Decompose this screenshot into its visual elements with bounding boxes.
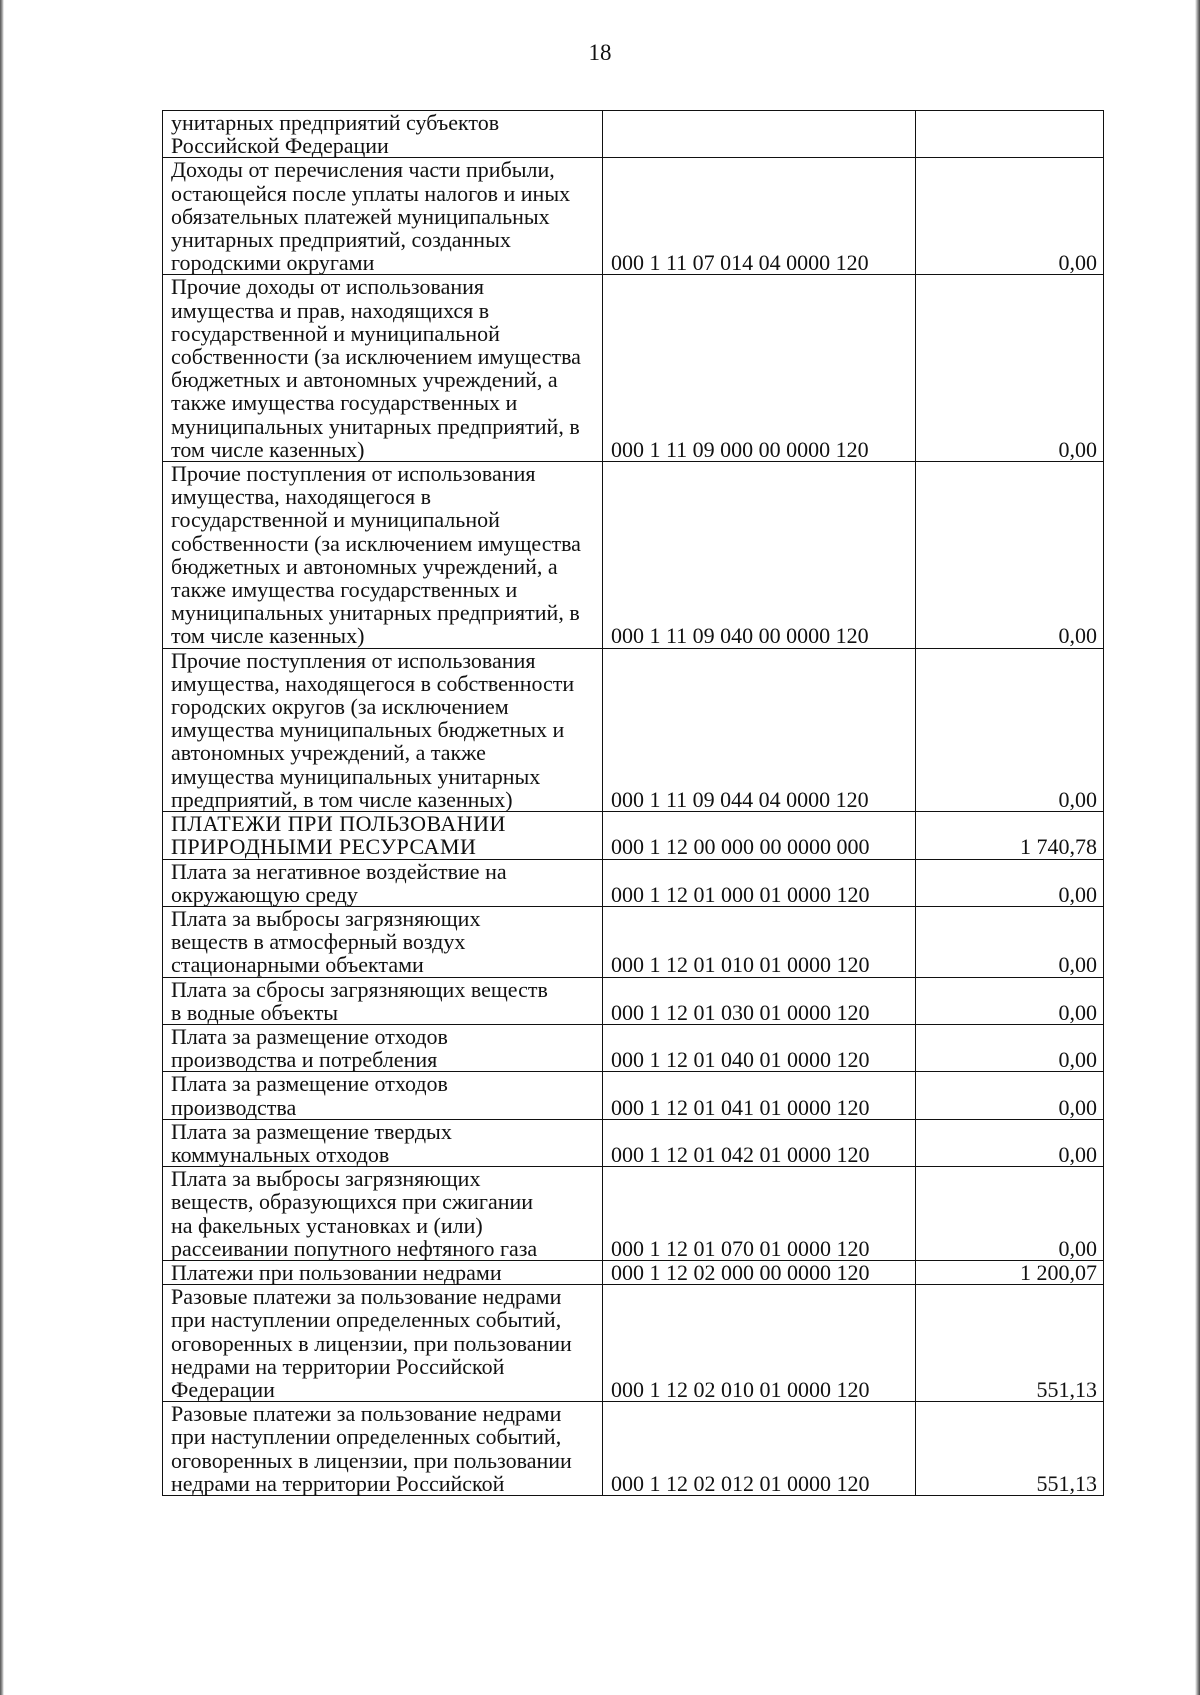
budget-code: 000 1 12 01 040 01 0000 120 [603,1024,916,1071]
revenue-name-cell [163,1119,603,1166]
table-row [163,1119,1104,1166]
revenue-name: Доходы от перечисления части прибыли, остающейся после уплаты налогов и иных обязательных платежей муниципальных унитарных предприятий, созданных городскими округами [171,157,571,276]
revenue-name: Разовые платежи за пользование недрами при наступлении определенных событий, оговоренных в лицензии, при пользовании недрами на территории Российской Федерации [171,1284,572,1402]
amount-value: 551,13 [916,1402,1104,1496]
revenue-name-cell [163,1167,603,1261]
budget-code: 000 1 12 01 010 01 0000 120 [603,906,916,977]
revenue-name: Платежи при пользовании недрами [171,1259,502,1285]
budget-code: 000 1 12 02 012 01 0000 120 [603,1402,916,1496]
amount-value: 0,00 [916,1072,1104,1119]
revenue-name-cell [163,111,603,158]
revenue-table-body [163,111,1104,1496]
revenue-name: Плата за размещение отходов производства и потребления [171,1023,448,1073]
revenue-name: унитарных предприятий субъектов Российской Федерации [171,110,500,159]
amount-value: 0,00 [916,1167,1104,1261]
budget-code: 000 1 12 01 070 01 0000 120 [603,1167,916,1261]
budget-code: 000 1 12 02 010 01 0000 120 [603,1285,916,1402]
amount-value: 0,00 [916,648,1104,811]
table-row [163,111,1104,158]
revenue-name-cell [163,462,603,649]
budget-code: 000 1 12 01 030 01 0000 120 [603,977,916,1024]
budget-code: 000 1 12 02 000 00 0000 120 [603,1260,916,1284]
table-row [163,1402,1104,1496]
amount-value: 551,13 [916,1285,1104,1402]
budget-code: 000 1 12 01 042 01 0000 120 [603,1119,916,1166]
amount-value: 0,00 [916,158,1104,275]
table-row [163,812,1104,859]
revenue-name-cell [163,859,603,906]
amount-value: 0,00 [916,275,1104,462]
amount-value: 0,00 [916,1119,1104,1166]
revenue-name-cell [163,158,603,275]
amount-value [916,111,1104,158]
revenue-name: Плата за выбросы загрязняющих веществ в атмосферный воздух стационарными объектами [171,905,481,978]
revenue-name: Прочие доходы от использования имущества и прав, находящихся в государственной и муниципальной собственности (за исключением имущества бюджетных и автономных учреждений, а также имущества государственных и муниципальных унитарных предприятий, в том числе казенных) [171,274,581,462]
table-row [163,1167,1104,1261]
table-row [163,859,1104,906]
table-row [163,1024,1104,1071]
revenue-name: Плата за сбросы загрязняющих веществ в водные объекты [171,976,548,1025]
table-row [163,648,1104,811]
revenue-name-cell [163,1402,603,1496]
budget-code [603,111,916,158]
revenue-name: Плата за выбросы загрязняющих веществ, образующихся при сжигании на факельных установках и (или) рассеивании попутного нефтяного газа [171,1166,538,1261]
budget-code: 000 1 12 00 000 00 0000 000 [603,812,916,859]
revenue-name: Прочие поступления от использования имущества, находящегося в государственной и муниципальной собственности (за исключением имущества бюджетных и автономных учреждений, а также имущества государственных и муниципальных унитарных предприятий, в том числе казенных) [171,461,581,649]
revenue-table [162,110,1104,1496]
amount-value: 1 740,78 [916,812,1104,859]
revenue-name-cell [163,1260,603,1284]
amount-value: 1 200,07 [916,1260,1104,1284]
scan-edge-left [0,0,4,1695]
amount-value: 0,00 [916,1024,1104,1071]
revenue-name-cell [163,1285,603,1402]
revenue-name-cell [163,977,603,1024]
table-row [163,275,1104,462]
table-row [163,1072,1104,1119]
revenue-name-cell [163,1072,603,1119]
budget-code: 000 1 11 09 000 00 0000 120 [603,275,916,462]
scan-edge-right [1195,0,1200,1695]
revenue-name-cell [163,1024,603,1071]
revenue-name: Плата за размещение твердых коммунальных отходов [171,1118,452,1167]
table-row [163,906,1104,977]
amount-value: 0,00 [916,859,1104,906]
amount-value: 0,00 [916,906,1104,977]
table-row [163,1260,1104,1284]
revenue-name-cell [163,812,603,859]
revenue-name: Разовые платежи за пользование недрами при наступлении определенных событий, оговоренных в лицензии, при пользовании недрами на территории Российской [171,1401,572,1496]
revenue-name-cell [163,275,603,462]
revenue-name: Плата за размещение отходов производства [171,1071,448,1120]
budget-code: 000 1 11 07 014 04 0000 120 [603,158,916,275]
revenue-name-cell [163,906,603,977]
table-row [163,462,1104,649]
revenue-name: Прочие поступления от использования имущества, находящегося в собственности городских округов (за исключением имущества муниципальных бюджетных и автономных учреждений, а также имущества муниципальных унитарных предприятий, в том числе казенных) [171,647,575,812]
table-row [163,977,1104,1024]
revenue-name-cell [163,648,603,811]
amount-value: 0,00 [916,977,1104,1024]
revenue-name: ПЛАТЕЖИ ПРИ ПОЛЬЗОВАНИИ ПРИРОДНЫМИ РЕСУРСАМИ [171,811,506,860]
budget-code: 000 1 12 01 041 01 0000 120 [603,1072,916,1119]
revenue-name: Плата за негативное воздействие на окружающую среду [171,858,507,907]
budget-code: 000 1 11 09 044 04 0000 120 [603,648,916,811]
budget-code: 000 1 12 01 000 01 0000 120 [603,859,916,906]
table-row [163,1285,1104,1402]
table-row [163,158,1104,275]
page-number: 18 [588,40,612,65]
amount-value: 0,00 [916,462,1104,649]
budget-code: 000 1 11 09 040 00 0000 120 [603,462,916,649]
